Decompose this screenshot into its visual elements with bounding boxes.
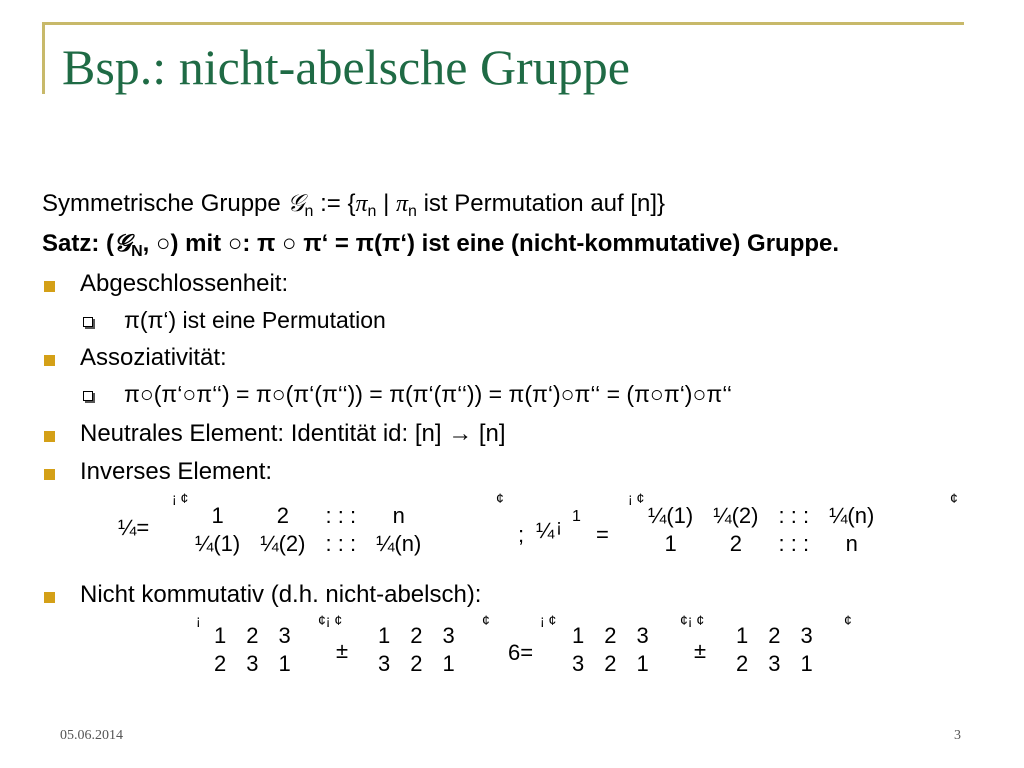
pi-sub: n [367, 203, 377, 220]
slide-title: Bsp.: nicht-abelsche Gruppe [62, 39, 630, 95]
perm-matrix-b [368, 622, 465, 678]
matrix-cell: 2 [768, 623, 781, 648]
satz-a: Satz: ( [42, 230, 114, 257]
inverse-equals: = [596, 522, 609, 547]
matrix-cell: n [392, 503, 405, 528]
slide-frame-left [42, 22, 45, 94]
matrix-cell: 1 [211, 503, 224, 528]
satz-c: ist eine (nicht-kommutative) Gruppe. [415, 230, 840, 257]
group-sub: N [131, 243, 143, 260]
matrix-cell: 1 [800, 651, 813, 676]
matrix-cell: 1 [664, 531, 677, 556]
pi-sub: n [408, 203, 417, 220]
corner-mark: ¢ [844, 612, 852, 628]
slide-frame-top [42, 22, 964, 25]
matrix-cell: 2 [410, 651, 423, 676]
corner-mark: ¢¡ ¢ [318, 612, 343, 628]
inverse-exp: 1 [572, 508, 581, 525]
corner-mark: ¡ ¢ [628, 490, 645, 506]
matrix-cell: n [845, 531, 858, 556]
matrix-cell: 1 [636, 651, 649, 676]
matrix-cell: 1 [214, 623, 227, 648]
matrix-cell: : : : [325, 531, 357, 556]
matrix-cell: : : : [778, 503, 810, 528]
perm-matrix-c [562, 622, 659, 678]
matrix-cell: 1 [278, 651, 291, 676]
corner-mark: ¢ [496, 490, 504, 506]
corner-mark: ¡ ¢ [172, 490, 189, 506]
footer-date: 05.06.2014 [60, 728, 123, 743]
satz-expr: π ○ π‘ = π(π‘) [256, 230, 415, 257]
matrix-cell: 2 [246, 623, 259, 648]
intro-bar: | [376, 190, 396, 217]
pi-inverse-symbol: ¼ [536, 518, 555, 543]
matrix-cell: 1 [572, 623, 585, 648]
matrix-cell: 2 [736, 651, 749, 676]
matrix-cell: ¼(2) [260, 531, 306, 556]
compose-operator: ± [694, 638, 707, 663]
subbullet-assoc-chain: π○(π‘○π‘‘) = π○(π‘(π‘‘)) = π(π‘(π‘‘)) = π(π‘)○π‘‘ = (π○π‘)○π‘‘ [124, 381, 733, 407]
matrix-cell: 3 [278, 623, 291, 648]
intro-def: := { [313, 190, 356, 217]
subbullet-marker [83, 391, 93, 401]
pi-symbol: π [355, 191, 368, 217]
bullet-marker [44, 431, 55, 442]
matrix-cell: 2 [214, 651, 227, 676]
matrix-cell: 2 [410, 623, 423, 648]
bullet-neutral: Neutrales Element: Identität id: [n] → [n] [80, 420, 506, 447]
matrix-cell: 1 [736, 623, 749, 648]
corner-mark: ¡ [196, 612, 201, 628]
matrix-cell: 1 [442, 651, 455, 676]
matrix-cell: 3 [246, 651, 259, 676]
bullet-abgeschlossenheit: Abgeschlossenheit: [80, 270, 289, 297]
matrix-cell: : : : [325, 503, 357, 528]
bullet-marker [44, 355, 55, 366]
corner-mark: ¢¡ ¢ [680, 612, 705, 628]
matrix-cell: 3 [800, 623, 813, 648]
matrix-cell: ¼(n) [376, 531, 422, 556]
perm-matrix-a [204, 622, 301, 678]
subbullet-marker [83, 317, 93, 327]
page-number: 3 [954, 728, 961, 743]
group-sub: n [304, 203, 314, 220]
compose-operator: ± [336, 638, 349, 663]
inverse-separator: ; [518, 522, 525, 547]
intro-suffix: ist Permutation auf [n]} [416, 190, 666, 217]
bullet-marker [44, 469, 55, 480]
corner-mark: ¡ ¢ [540, 612, 557, 628]
satz-line [42, 230, 839, 258]
pi-lhs: ¼= [118, 515, 150, 540]
matrix-cell: ¼(1) [648, 503, 694, 528]
matrix-cell: 3 [378, 651, 391, 676]
corner-mark: ¢ [482, 612, 490, 628]
bullet-noncommutative: Nicht kommutativ (d.h. nicht-abelsch): [80, 581, 482, 608]
corner-mark: ¢ [950, 490, 958, 506]
perm-matrix-d [726, 622, 823, 678]
pi-symbol: π [395, 191, 409, 217]
not-equal-sign: 6= [508, 640, 534, 665]
matrix-cell: 2 [604, 623, 617, 648]
bullet-marker [44, 592, 55, 603]
subbullet-permutation: π(π‘) ist eine Permutation [124, 307, 386, 333]
matrix-cell: 3 [442, 623, 455, 648]
matrix-cell: : : : [778, 531, 810, 556]
matrix-cell: ¼(1) [195, 531, 241, 556]
matrix-cell: 3 [636, 623, 649, 648]
intro-prefix: Symmetrische Gruppe [42, 190, 288, 217]
matrix-cell: 2 [729, 531, 742, 556]
matrix-cell: 2 [604, 651, 617, 676]
group-symbol: 𝒢 [287, 191, 305, 217]
matrix-cell: ¼(n) [829, 503, 875, 528]
matrix-cell: 1 [378, 623, 391, 648]
intro-line [42, 190, 665, 218]
bullet-assoziativitaet: Assoziativität: [80, 344, 227, 371]
group-symbol: 𝒢 [114, 231, 132, 257]
matrix-cell: ¼(2) [713, 503, 759, 528]
pi-inverse-matrix [638, 502, 884, 558]
bullet-marker [44, 281, 55, 292]
matrix-cell: 2 [276, 503, 289, 528]
satz-b: , ○) mit ○: [142, 230, 257, 257]
pi-matrix [185, 502, 431, 558]
matrix-cell: 3 [572, 651, 585, 676]
inverse-exp-mark: ¡ [556, 516, 562, 536]
matrix-cell: 3 [768, 651, 781, 676]
bullet-inverse: Inverses Element: [80, 458, 273, 485]
